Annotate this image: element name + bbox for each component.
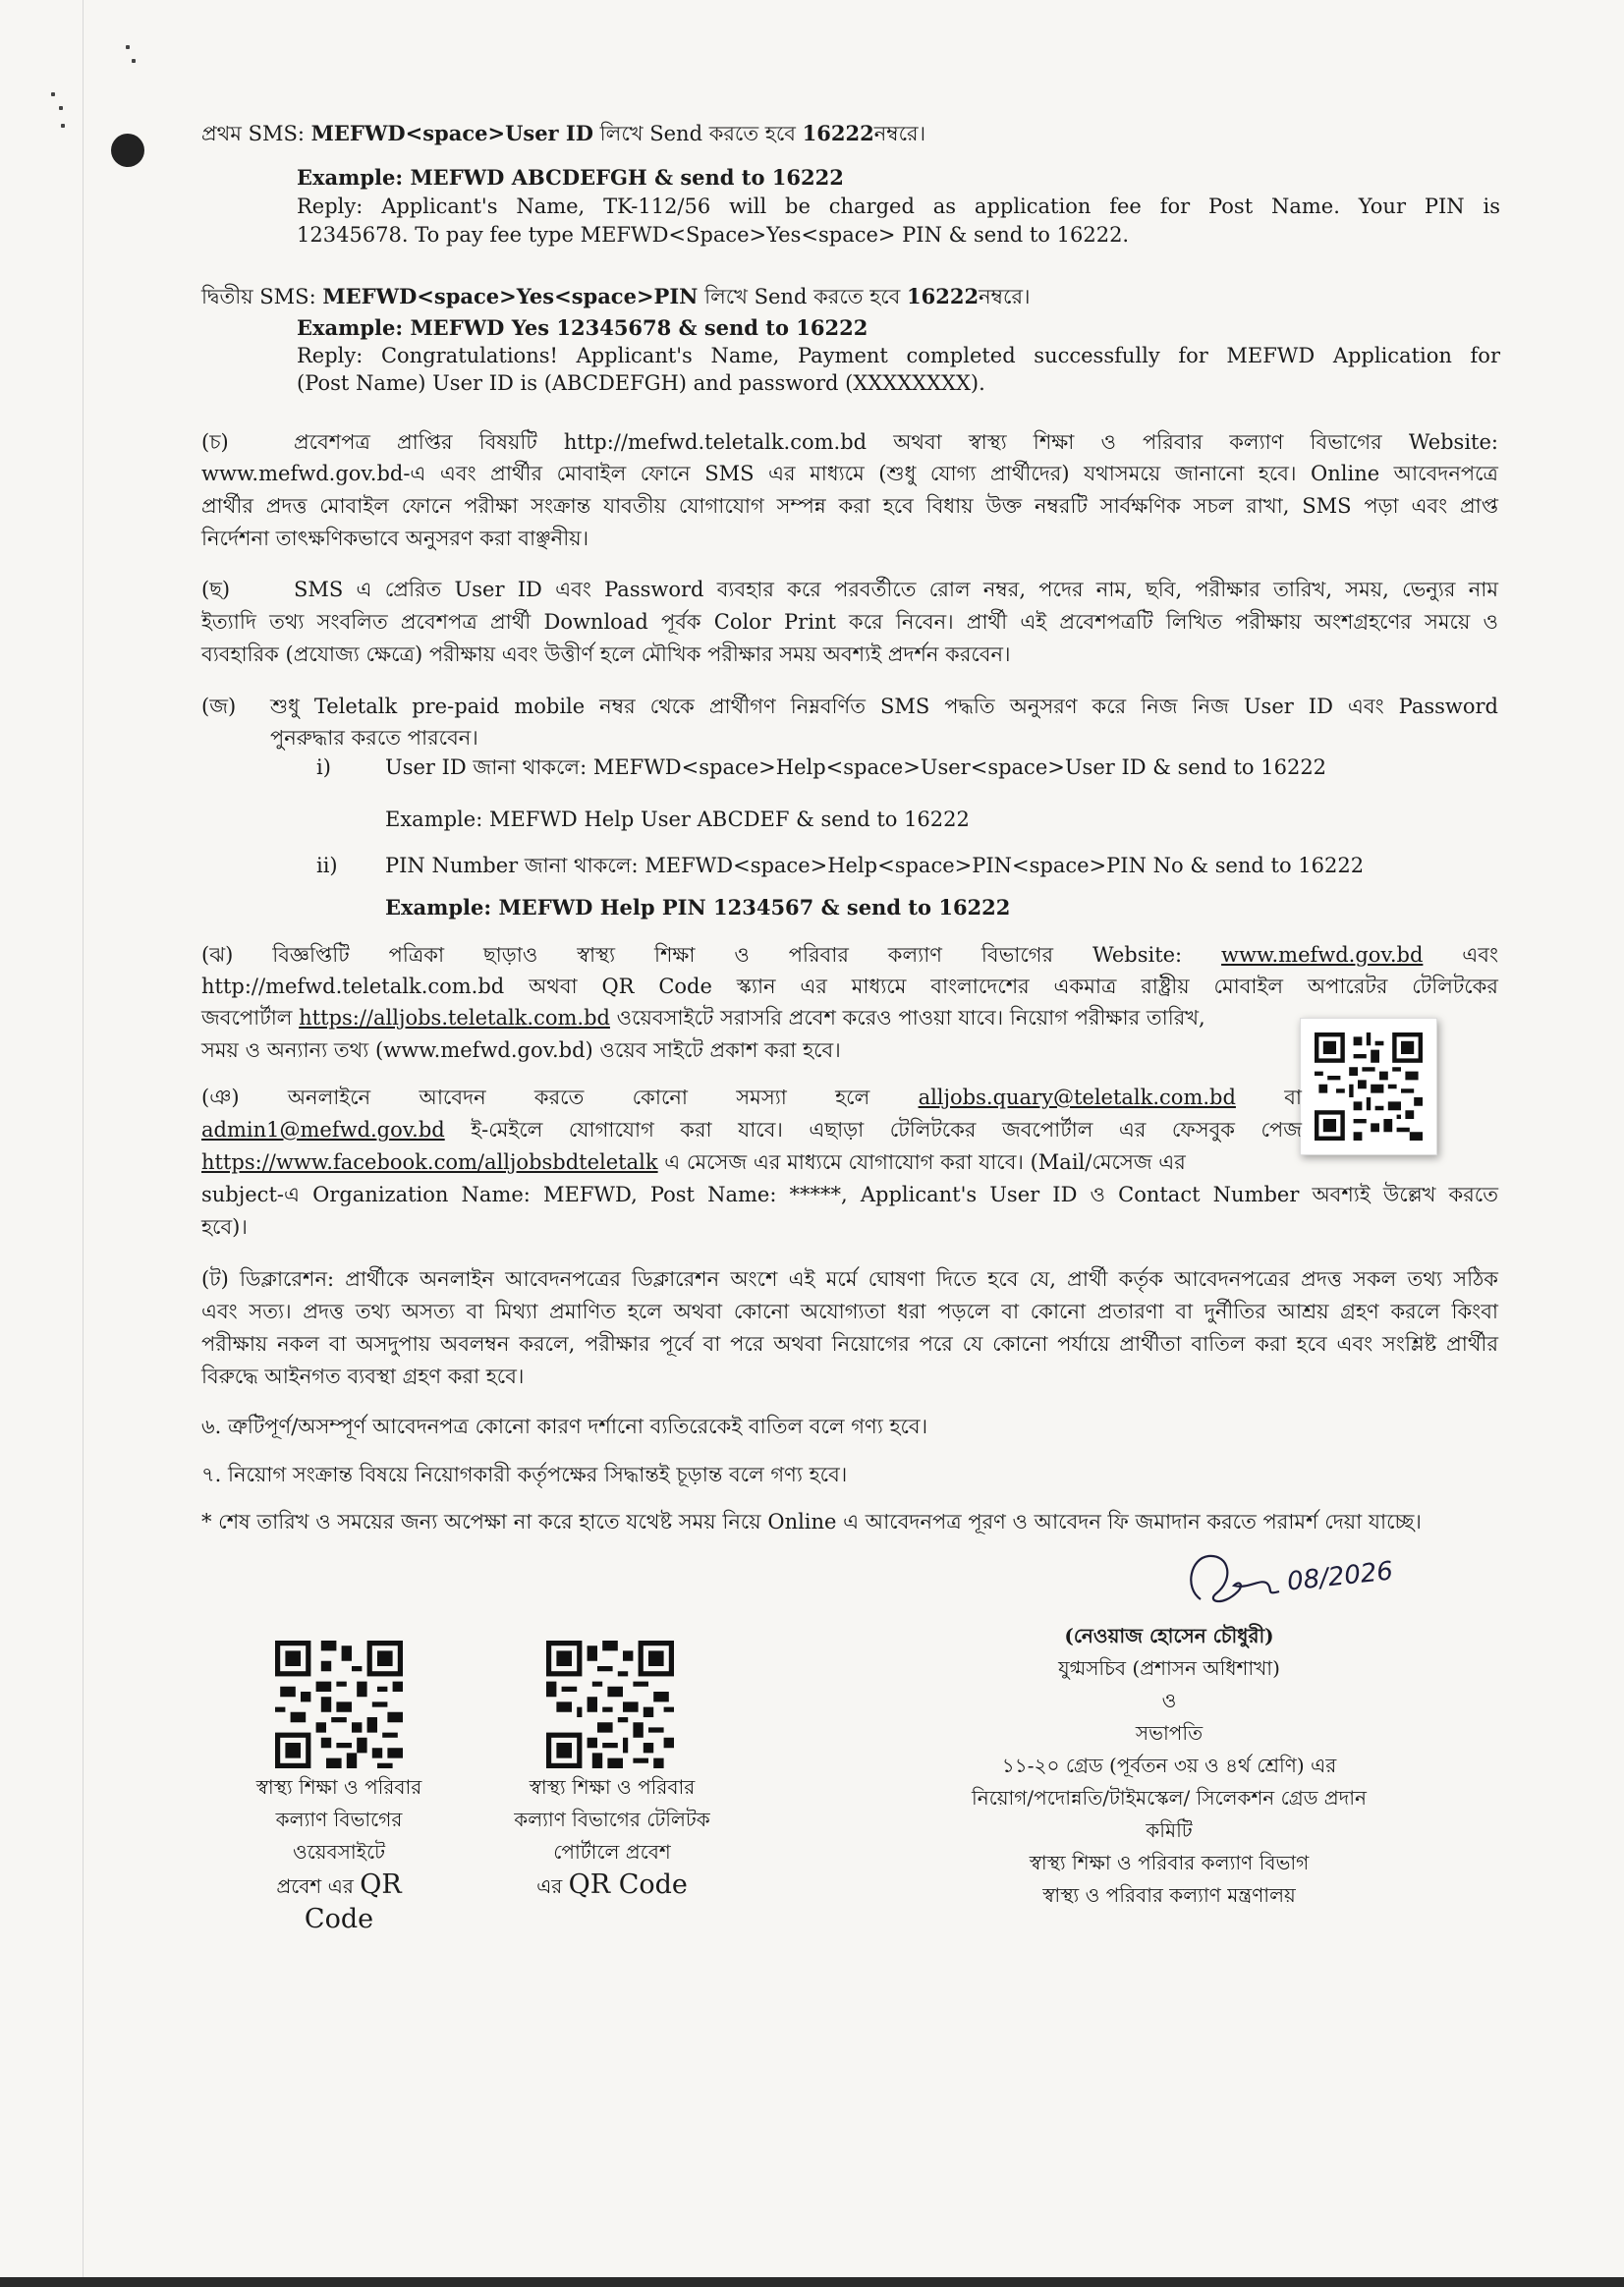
second-sms-format: MEFWD<space>Yes<space>PIN — [322, 284, 699, 308]
qr-caption-right-line-1: স্বাস্থ্য শিক্ষা ও পরিবার — [529, 1775, 696, 1799]
section-ja-item-1-marker: i) — [316, 755, 331, 779]
section-nya-line-4: subject-এ Organization Name: MEFWD, Post Name: *****, Applicant's User ID ও Contact Number অবশ্যই উল্লেখ করতে — [201, 1183, 1498, 1206]
section-chha-line-1 — [201, 576, 1498, 603]
punch-hole — [111, 134, 144, 167]
second-sms-reply-2: (Post Name) User ID is (ABCDEFGH) and password (XXXXXXXX). — [297, 371, 985, 395]
section-jha-text-1: বিজ্ঞপ্তিটি পত্রিকা ছাড়াও স্বাস্থ্য শিক্ষা ও পরিবার কল্যাণ বিভাগের Website: — [272, 943, 1183, 967]
section-ja-item-2 — [316, 852, 1613, 879]
first-sms-example: Example: MEFWD ABCDEFGH & send to 16222 — [297, 165, 844, 190]
scan-speck — [126, 45, 130, 49]
first-sms-number: 16222 — [802, 121, 874, 145]
qr-caption-left-code: Code — [304, 1904, 374, 1934]
alljobs-portal-link[interactable]: https://alljobs.teletalk.com.bd — [299, 1006, 610, 1030]
section-jha-prefix-3: জবপোর্টাল — [201, 1006, 293, 1030]
section-nya-line-3 — [201, 1148, 1498, 1176]
qr-caption-right-qr-code: QR Code — [568, 1869, 688, 1900]
first-sms-number-suffix: নম্বরে। — [873, 122, 926, 145]
section-jha-tail-3: ওয়েবসাইটে সরাসরি প্রবেশ করেও পাওয়া যাবে। নিয়োগ পরীক্ষার তারিখ, — [616, 1006, 1205, 1030]
qr-caption-right-line-3: পোর্টালে প্রবেশ — [553, 1840, 671, 1864]
section-ja-item-1-example: Example: MEFWD Help User ABCDEF & send to 16222 — [385, 808, 970, 831]
section-cha-marker: (চ) — [201, 430, 229, 454]
section-cha-line-4: নির্দেশনা তাৎক্ষণিকভাবে অনুসরণ করা বাঞ্ছনীয়। — [201, 527, 589, 550]
inline-qr-code-graphic — [1315, 1032, 1423, 1141]
section-ta-line-3: পরীক্ষায় নকল বা অসদুপায় অবলম্বন করলে, পরীক্ষার পূর্বে বা পরে অথবা নিয়োগের পরে যে কোনো পর্যায়ে প্রার্থীতা বাতিল করা হবে এবং সংশ্লিষ্ট প্রার্থীর — [201, 1332, 1498, 1356]
signatory-conjunction: ও — [1161, 1689, 1177, 1712]
second-sms-instruction-tail: লিখে Send করতে হবে — [704, 285, 901, 308]
note-seven: ৭. নিয়োগ সংক্রান্ত বিষয়ে নিয়োগকারী কর্তৃপক্ষের সিদ্ধান্তই চূড়ান্ত বলে গণ্য হবে। — [201, 1463, 848, 1486]
section-nya-line-1 — [201, 1084, 1302, 1111]
mefwd-website-qr-code — [275, 1641, 403, 1768]
qr-caption-left-qr: QR — [360, 1869, 402, 1900]
qr-caption-left-line-1: স্বাস্থ্য শিক্ষা ও পরিবার — [255, 1775, 422, 1799]
facebook-page-link[interactable]: https://www.facebook.com/alljobsbdteletalk — [201, 1150, 658, 1174]
section-cha-line-1 — [201, 428, 1498, 456]
section-nya-tail-1: বা — [1284, 1086, 1302, 1109]
scan-speck — [132, 59, 136, 63]
section-cha-text-1: প্রবেশপত্র প্রাপ্তির বিষয়টি http://mefwd.teletalk.com.bd অথবা স্বাস্থ্য শিক্ষা ও পরিবার কল্যাণ বিভাগের Website: — [294, 430, 1498, 454]
second-sms-reply-1: Reply: Congratulations! Applicant's Name, Payment completed successfully for MEFWD Application for — [297, 344, 1500, 367]
section-ja-text-1: শুধু Teletalk pre-paid mobile নম্বর থেকে প্রার্থীগণ নিম্নবর্ণিত SMS পদ্ধতি অনুসরণ করে নিজ নিজ User ID এবং Password — [270, 695, 1498, 718]
section-chha-marker: (ছ) — [201, 578, 231, 601]
signatory-name: (নেওয়াজ হোসেন চৌধুরী) — [1064, 1624, 1274, 1647]
qr-caption-left-line-2: কল্যাণ বিভাগের — [275, 1808, 403, 1831]
section-jha-tail-1: এবং — [1462, 943, 1498, 967]
section-ta-line-2: এবং সত্য। প্রদত্ত তথ্য অসত্য বা মিথ্যা প্রমাণিত হলে অথবা কোনো অযোগ্যতা ধরা পড়লে বা কোনো প্রতারণা বা দুর্নীতির আশ্রয় গ্রহণ করলে কিংবা — [201, 1300, 1498, 1323]
signatory-division: স্বাস্থ্য শিক্ষা ও পরিবার কল্যাণ বিভাগ — [1029, 1851, 1310, 1874]
qr-caption-left-line-3: ওয়েবসাইটে — [292, 1840, 386, 1864]
section-jha-line-3 — [201, 1004, 1302, 1032]
section-ja-item-2-text: PIN Number জানা থাকলে: MEFWD<space>Help<space>PIN<space>PIN No & send to 16222 — [385, 854, 1365, 877]
mefwd-admin-email-link[interactable]: admin1@mefwd.gov.bd — [201, 1118, 445, 1142]
alljobs-support-email-link[interactable]: alljobs.quary@teletalk.com.bd — [918, 1086, 1236, 1109]
scan-speck — [59, 106, 63, 110]
section-ja-item-1 — [316, 753, 1613, 781]
section-ta-line-1 — [201, 1265, 1498, 1293]
second-sms-example: Example: MEFWD Yes 12345678 & send to 16222 — [297, 315, 868, 340]
section-ja-line-1 — [201, 693, 1498, 720]
signatory-ministry: স্বাস্থ্য ও পরিবার কল্যাণ মন্ত্রণালয় — [1042, 1883, 1296, 1907]
scan-speck — [51, 92, 55, 96]
first-sms-reply-2: 12345678. To pay fee type MEFWD<Space>Yes<space> PIN & send to 16222. — [297, 223, 1130, 247]
qr-caption-right — [484, 1771, 740, 1903]
scan-edge-line — [83, 0, 84, 2287]
first-sms-instruction — [201, 120, 1498, 147]
note-star: * শেষ তারিখ ও সময়ের জন্য অপেক্ষা না করে হাতে যথেষ্ট সময় নিয়ে Online এ আবেদনপত্র পূরণ ও আবেদন ফি জমাদান করতে পরামর্শ দেয়া যাচ্ছে। — [201, 1510, 1422, 1534]
signatory-designation: যুগ্মসচিব (প্রশাসন অধিশাখা) — [1058, 1656, 1280, 1680]
section-ta-marker: (ট) — [201, 1267, 229, 1291]
qr-caption-right-line-2: কল্যাণ বিভাগের টেলিটক — [514, 1808, 710, 1831]
section-jha-marker: (ঝ) — [201, 943, 234, 967]
section-nya-line-2 — [201, 1116, 1302, 1144]
second-sms-instruction — [201, 283, 1498, 310]
section-nya-marker: (ঞ) — [201, 1086, 240, 1109]
second-sms-number: 16222 — [907, 284, 980, 308]
mefwd-website-link[interactable]: www.mefwd.gov.bd — [1221, 943, 1424, 967]
signature-date: 08/2026 — [1285, 1556, 1395, 1597]
section-jha-line-2: http://mefwd.teletalk.com.bd অথবা QR Code স্ক্যান এর মাধ্যমে বাংলাদেশের একমাত্র রাষ্ট্রীয় মোবাইল অপারেটর টেলিটকের — [201, 975, 1498, 998]
section-ja-item-2-marker: ii) — [316, 854, 338, 877]
signatory-grade-line: ১১-২০ গ্রেড (পূর্বতন ৩য় ও ৪র্থ শ্রেণি) এর — [1001, 1754, 1337, 1777]
signatory-committee-line-2: কমিটি — [1146, 1818, 1193, 1842]
section-ja-line-2: পুনরুদ্ধার করতে পারবেন। — [270, 726, 478, 750]
second-sms-number-suffix: নম্বরে। — [979, 285, 1031, 308]
second-sms-label: দ্বিতীয় SMS: — [201, 285, 316, 308]
scan-speck — [61, 124, 65, 128]
section-ta-line-4: বিরুদ্ধে আইনগত ব্যবস্থা গ্রহণ করা হবে। — [201, 1365, 525, 1388]
qr-caption-left — [226, 1771, 452, 1935]
first-sms-format: MEFWD<space>User ID — [310, 121, 593, 145]
signatory-block — [963, 1620, 1375, 1912]
section-chha-line-3: ব্যবহারিক (প্রযোজ্য ক্ষেত্রে) পরীক্ষায় এবং উত্তীর্ণ হলে মৌখিক পরীক্ষার সময় অবশ্যই প্রদর্শন করবেন। — [201, 642, 1011, 666]
section-ja-item-2-example: Example: MEFWD Help PIN 1234567 & send to 16222 — [385, 895, 1011, 920]
note-six: ৬. ত্রুটিপূর্ণ/অসম্পূর্ণ আবেদনপত্র কোনো কারণ দর্শানো ব্যতিরেকেই বাতিল বলে গণ্য হবে। — [201, 1415, 928, 1438]
first-sms-label: প্রথম SMS: — [201, 122, 305, 145]
section-ja-marker: (জ) — [201, 695, 237, 718]
section-nya-tail-2: ই-মেইলে যোগাযোগ করা যাবে। এছাড়া টেলিটকের জবপোর্টাল এর ফেসবুক পেজ — [471, 1118, 1303, 1142]
section-nya-text-1: অনলাইনে আবেদন করতে কোনো সমস্যা হলে — [287, 1086, 870, 1109]
qr-caption-left-line-4: প্রবেশ এর — [276, 1874, 354, 1898]
first-sms-reply-1: Reply: Applicant's Name, TK-112/56 will be charged as application fee for Post Name. Your PIN is — [297, 195, 1500, 218]
section-cha-line-2: www.mefwd.gov.bd-এ এবং প্রার্থীর মোবাইল ফোনে SMS এর মাধ্যমে (শুধু যোগ্য প্রার্থীদের) যথাসময়ে জানানো হবে। Online আবেদনপত্রে — [201, 462, 1498, 485]
section-cha-line-3: প্রার্থীর প্রদত্ত মোবাইল ফোনে পরীক্ষা সংক্রান্ত যাবতীয় যোগাযোগ সম্পন্ন করা হবে বিধায় উক্ত নম্বরটি সার্বক্ষণিক সচল রাখা, SMS পড়া এবং প্রাপ্ত — [201, 494, 1498, 518]
first-sms-instruction-tail: লিখে Send করতে হবে — [599, 122, 796, 145]
inline-qr-code — [1300, 1018, 1437, 1155]
scan-bottom-edge — [0, 2277, 1624, 2287]
section-chha-line-2: ইত্যাদি তথ্য সংবলিত প্রবেশপত্র প্রার্থী Download পূর্বক Color Print করে নিবেন। প্রার্থী এই প্রবেশপত্রটি লিখিত পরীক্ষায় অংশগ্রহণের সময়ে ও — [201, 610, 1498, 634]
teletalk-portal-qr-code — [546, 1641, 674, 1768]
qr-caption-right-line-4: এর — [536, 1874, 563, 1898]
section-nya-line-5: হবে)। — [201, 1215, 248, 1239]
section-chha-text-1: SMS এ প্রেরিত User ID এবং Password ব্যবহার করে পরবর্তীতে রোল নম্বর, পদের নাম, ছবি, পরীক্ষার তারিখ, সময়, ভেন্যুর নাম — [294, 578, 1498, 601]
section-ja-item-1-text: User ID জানা থাকলে: MEFWD<space>Help<space>User<space>User ID & send to 16222 — [385, 755, 1327, 779]
section-nya-tail-3: এ মেসেজ এর মাধ্যমে যোগাযোগ করা যাবে। (Mail/মেসেজ এর — [664, 1150, 1186, 1174]
section-jha-line-4: সময় ও অন্যান্য তথ্য (www.mefwd.gov.bd) ওয়েব সাইটে প্রকাশ করা হবে। — [201, 1038, 841, 1062]
signatory-role: সভাপতি — [1135, 1721, 1204, 1745]
section-ta-text-1: ডিক্লারেশন: প্রার্থীকে অনলাইন আবেদনপত্রের ডিক্লারেশন অংশে এই মর্মে ঘোষণা দিতে হবে যে, প্রার্থী কর্তৃক আবেদনপত্রের প্রদত্ত সকল তথ্য সঠিক — [240, 1267, 1498, 1291]
section-jha-line-1 — [201, 941, 1498, 969]
signatory-committee-line-1: নিয়োগ/পদোন্নতি/টাইমস্কেল/ সিলেকশন গ্রেড প্রদান — [972, 1786, 1367, 1810]
